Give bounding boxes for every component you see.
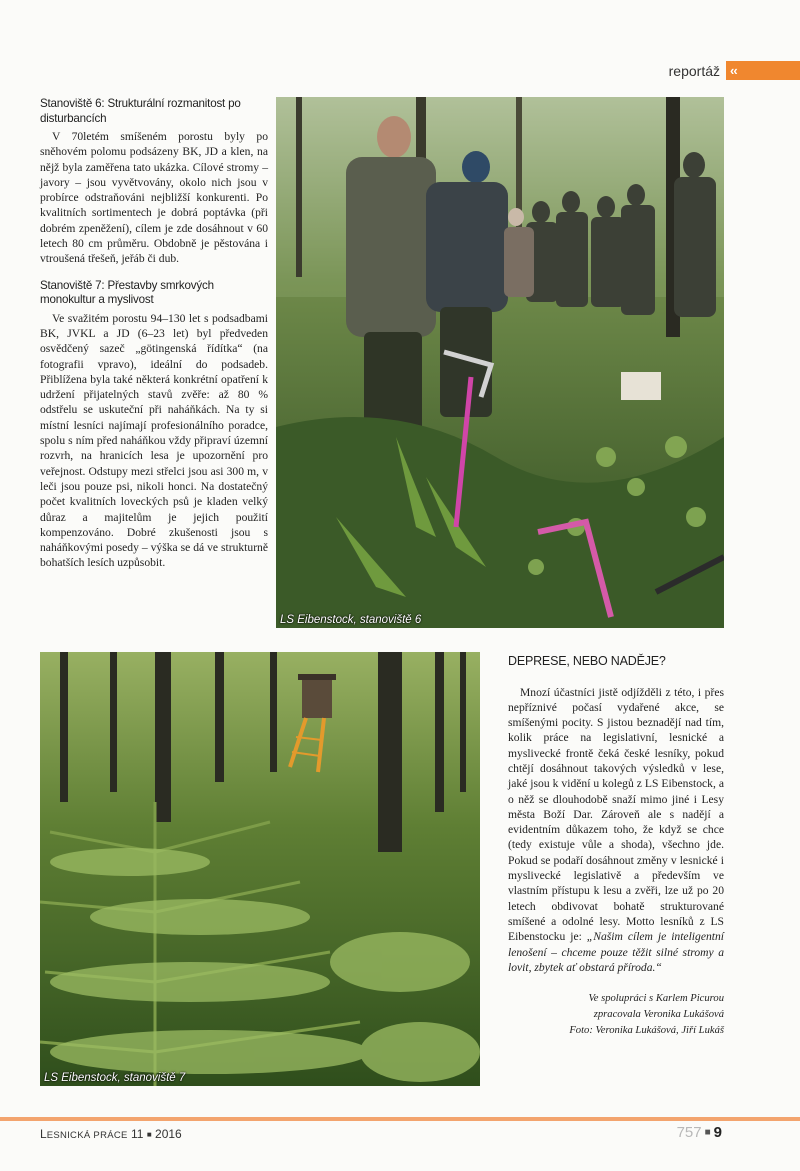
photo-2-caption: LS Eibenstock, stanoviště 7 [44,1072,186,1084]
conclusion-paragraph [508,685,724,976]
left-text-column [40,97,268,571]
journal-issue: 11 [131,1127,144,1141]
conclusion-text: Mnozí účastníci jistě odjížděli z této, i přes nepříznivé počasí vydařené akce, se smíšenými pocity. S jistou beznadějí nad tím, kolik práce na legislativní, lesnické a myslivecké frontě čeká české lesníky, pokud chtějí dosáhnout takových výsledků v lese, jaké jsou k vidění u kolegů z LS Eibenstock, a o něž se dlouhodobě snaží mimo jiné i Lesy města Boží Dar. Zároveň ale s nadějí a evidentním důkazem toho, že když se chce (tedy existuje vůle a shoda), všechno jde. Pokud se podaří dosáhnout změny v lesnické i myslivecké legislativě a především ve vlastním přístupu k lesu a zvěři, lze už po 20 letech obdivovat bohatě strukturované smíšené a odolné lesy. Motto lesníků z LS Eibenstocku je: [508,685,724,944]
page-number: 9 [713,1124,722,1141]
footer-journal [40,1127,182,1141]
section-label: reportáž [668,63,720,79]
journal-separator: ■ [146,1130,152,1139]
stanoviste-6-paragraph: V 70letém smíšeném porostu byly po sněhovém polomu podsázeny BK, JD a klen, na nějž byla zaměřena tato ukázka. Cílové stromy – javory – jsou vyvětvovány, okolo nich jsou v probírce odstraňováni nejbližší konkurenti. Po kvalitních sortimentech je dobrá poptávka (při dobrém zpeněžení), cílem je zde dosáhnout v 60 letech 80 cm průměru. Obdobně je pěstována i vtroušená třešeň, jeřáb či dub. [40,130,268,266]
footer-rule [0,1117,800,1121]
stanoviste-7-paragraph: Ve svažitém porostu 94–130 let s podsadbami BK, JVKL a JD (6–23 let) byl předveden osvědčený sazeč „götingenská řídítka“ (na fotografii vpravo), ideální do podsadeb. Přiblížena byla také některá konkrétní opatření k udržení přijatelných stavů zvěře: až 80 % odstřelu se uskuteční při naháňkách. Na ty si místní lesníci najímají profesionálního poradce, spolu s ním před naháňkou vždy připraví územní rozvrh, na hranicích lesa je upozornění pro veřejnost. Odstupy mezi střelci jsou asi 300 m, v leči jsou pouze psi, nikoli honci. Na dostatečný počet kvalitních loveckých psů je kladen velký důraz a majitelům je jejich použití kompenzováno. Dobré zkušenosti jsou s naháňkovými posedy – výška se dá ve strukturně bohatších lesích uzpůsobit. [40,311,268,570]
journal-name: ESNICKÁ PRÁCE [46,1130,128,1141]
stanoviste-6-heading: Stanoviště 6: Strukturální rozmanitost po disturbancích [40,97,241,125]
credit-author: zpracovala Veronika Lukášová [593,1009,724,1021]
footer-page-numbers [677,1124,722,1141]
motto-quote: „Našim cílem je inteligentní lenošení – chceme pouze těžit silné stromy a lovit, zbytek ať obstará příroda.“ [508,930,724,974]
stanoviste-7-heading: Stanoviště 7: Přestavby smrkových monokultur a myslivost [40,278,214,307]
conclusion-heading: DEPRESE, NEBO NADĚJE? [508,654,666,668]
photo-1-caption: LS Eibenstock, stanoviště 6 [280,614,422,626]
journal-initial: L [40,1127,47,1141]
journal-year: 2016 [155,1127,182,1141]
credit-cooperation: Ve spolupráci s Karlem Picurou [588,993,724,1005]
page-separator: ■ [704,1127,711,1138]
photo-foresters-group [276,97,724,628]
cumulative-page-number: 757 [676,1124,702,1141]
right-text-column [508,654,724,1039]
section-tab-chevrons: ‹‹ [726,61,800,80]
photo-forest-hunting-stand [40,652,480,1086]
credit-photo: Foto: Veronika Lukášová, Jiří Lukáš [569,1025,724,1037]
credits-block [508,991,724,1039]
